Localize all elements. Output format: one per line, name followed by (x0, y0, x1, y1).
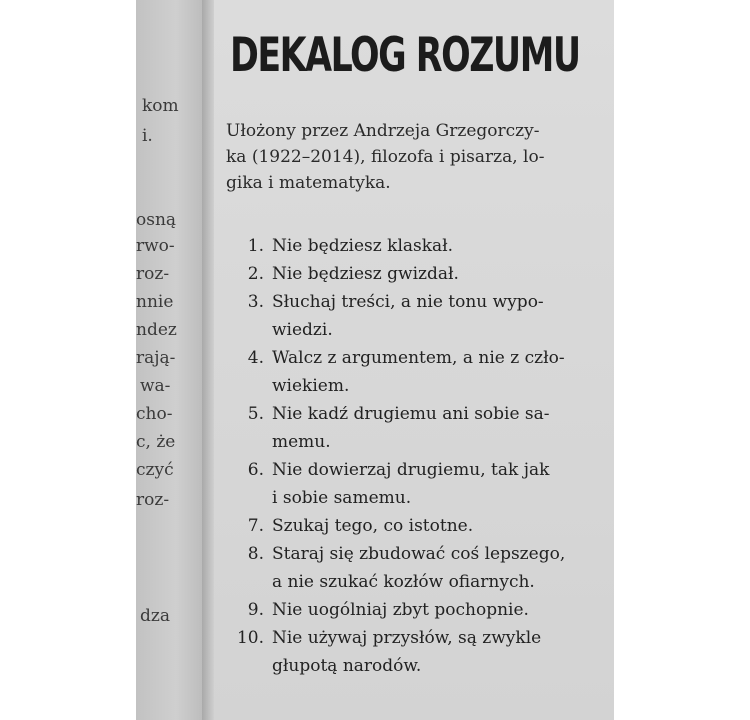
rule-text (272, 540, 594, 596)
left-fragment: roz- (136, 490, 170, 510)
rule-text (272, 596, 594, 624)
left-fragment: roz- (136, 264, 170, 284)
rule-line: Walcz z argumentem, a nie z czło- (272, 348, 565, 368)
rule-text (272, 260, 594, 288)
rule-line: Staraj się zbudować coś lepszego, (272, 544, 566, 564)
rule-line: Nie będziesz gwizdał. (272, 264, 459, 284)
right-page (214, 0, 614, 720)
left-fragment: kom (142, 96, 179, 116)
rule-number: 9. (247, 600, 264, 620)
left-page-text (136, 0, 202, 720)
rule-text (272, 344, 594, 400)
rule-number: 3. (247, 292, 264, 312)
book-photo (136, 0, 614, 720)
book-gutter (202, 0, 214, 720)
left-fragment: rają- (136, 348, 176, 368)
rule-number: 1. (247, 236, 264, 256)
rule-line: Słuchaj treści, a nie tonu wypo- (272, 292, 544, 312)
rule-item (234, 596, 594, 624)
rule-line: głupotą narodów. (272, 656, 422, 676)
left-fragment: nnie (136, 292, 174, 312)
rule-text (272, 512, 594, 540)
rule-item (234, 260, 594, 288)
rule-line: wiekiem. (272, 376, 350, 396)
article-title: DEKALOG ROZUMU (230, 28, 580, 83)
rule-number: 7. (247, 516, 264, 536)
rule-text (272, 400, 594, 456)
rule-line: Nie uogólniaj zbyt pochopnie. (272, 600, 529, 620)
rule-line: Nie dowierzaj drugiemu, tak jak (272, 460, 550, 480)
left-fragment: dza (140, 606, 170, 626)
left-fragment: osną (136, 210, 177, 230)
intro-line: gika i matematyka. (226, 173, 391, 193)
rule-item (234, 344, 594, 400)
rule-number: 4. (247, 348, 264, 368)
rule-text (272, 624, 594, 680)
rule-item (234, 512, 594, 540)
rule-text (272, 456, 594, 512)
left-fragment: wa- (140, 376, 171, 396)
rule-line: a nie szukać kozłów ofiarnych. (272, 572, 535, 592)
rule-item (234, 288, 594, 344)
rule-line: Nie kadź drugiemu ani sobie sa- (272, 404, 550, 424)
intro-line: ka (1922–2014), filozofa i pisarza, lo- (226, 147, 545, 167)
rules-list (234, 232, 594, 680)
left-fragment: czyć (136, 460, 174, 480)
rule-number: 5. (247, 404, 264, 424)
rule-number: 8. (247, 544, 264, 564)
rule-item (234, 400, 594, 456)
rule-line: i sobie samemu. (272, 488, 412, 508)
rule-line: wiedzi. (272, 320, 333, 340)
rule-line: memu. (272, 432, 331, 452)
left-fragment: ndez (136, 320, 177, 340)
rule-number: 6. (247, 460, 264, 480)
rule-item (234, 540, 594, 596)
rule-item (234, 232, 594, 260)
rule-text (272, 288, 594, 344)
rule-number: 2. (247, 264, 264, 284)
left-fragment: cho- (136, 404, 173, 424)
intro-line: Ułożony przez Andrzeja Grzegorczy- (226, 121, 540, 141)
rule-text (272, 232, 594, 260)
left-fragment: rwo- (136, 236, 175, 256)
rule-line: Szukaj tego, co istotne. (272, 516, 474, 536)
rule-number: 10. (236, 628, 264, 648)
rule-item (234, 624, 594, 680)
left-fragment: i. (142, 126, 153, 146)
rule-line: Nie używaj przysłów, są zwykle (272, 628, 542, 648)
left-page (136, 0, 202, 720)
left-fragment: c, że (136, 432, 176, 452)
article-intro (226, 118, 586, 196)
rule-line: Nie będziesz klaskał. (272, 236, 454, 256)
rule-item (234, 456, 594, 512)
